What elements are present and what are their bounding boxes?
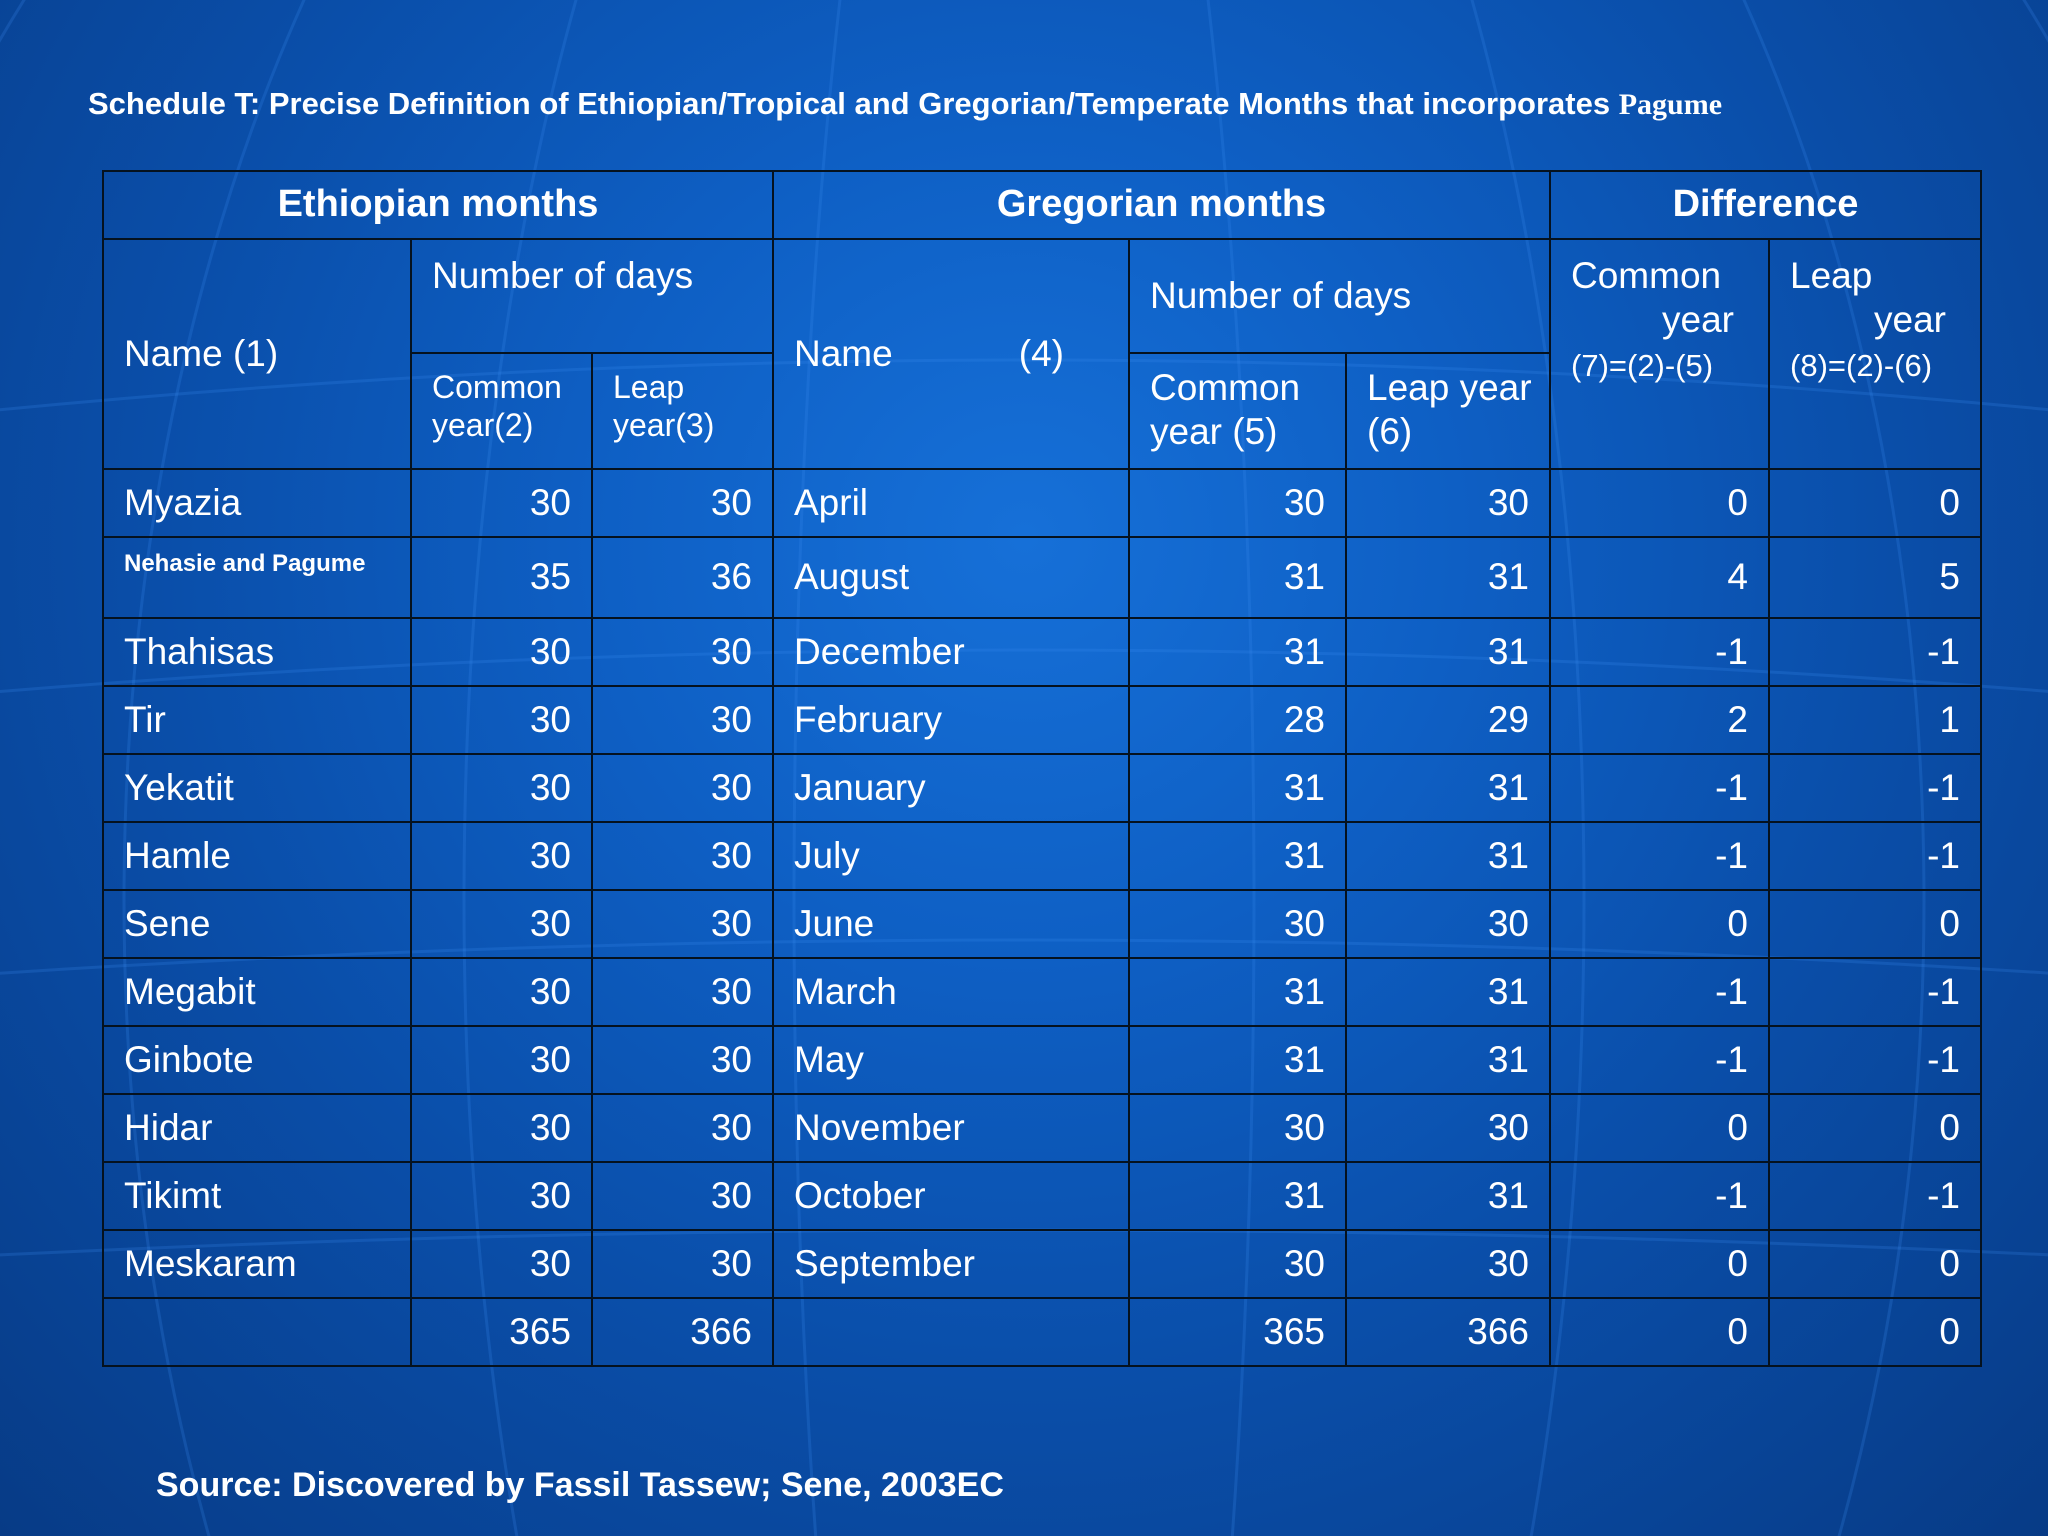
cell-diff-common: -1 [1551, 823, 1770, 891]
cell-gregorian-month: May [774, 1027, 1130, 1095]
cell-eth-common-days: 30 [412, 891, 593, 959]
cell-ethiopian-month: Thahisas [104, 619, 412, 687]
cell-eth-leap-days: 30 [593, 891, 774, 959]
cell-eth-common-days: 35 [412, 538, 593, 619]
cell-gregorian-month: October [774, 1163, 1130, 1231]
header-diff-leap-formula: (8)=(2)-(6) [1790, 347, 1933, 383]
cell-diff-leap: -1 [1770, 959, 1982, 1027]
cell-greg-common-days: 30 [1130, 1095, 1347, 1163]
cell-eth-common-days: 30 [412, 687, 593, 755]
cell-diff-leap: 0 [1770, 470, 1982, 538]
header-diff-leap-line1: Leap [1790, 255, 1873, 296]
cell-ethiopian-month: Myazia [104, 470, 412, 538]
cell-eth-leap-days: 30 [593, 1163, 774, 1231]
total-greg-common-days: 365 [1130, 1299, 1347, 1367]
cell-diff-common: 0 [1551, 1095, 1770, 1163]
cell-greg-leap-days: 31 [1347, 1027, 1551, 1095]
cell-greg-leap-days: 30 [1347, 1231, 1551, 1299]
header-diff-common-line1: Common [1571, 255, 1722, 296]
header-greg-days: Number of days [1130, 240, 1551, 354]
cell-eth-leap-days: 30 [593, 1027, 774, 1095]
total-greg-leap-days: 366 [1347, 1299, 1551, 1367]
cell-eth-common-days: 30 [412, 959, 593, 1027]
cell-eth-common-days: 30 [412, 755, 593, 823]
cell-greg-common-days: 31 [1130, 1163, 1347, 1231]
cell-eth-leap-days: 30 [593, 823, 774, 891]
cell-greg-leap-days: 31 [1347, 1163, 1551, 1231]
header-diff-common-formula: (7)=(2)-(5) [1571, 347, 1714, 383]
cell-diff-leap: 1 [1770, 687, 1982, 755]
title-text: Schedule T: Precise Definition of Ethiopian/Tropical and Gregorian/Temperate Months that incorporates [88, 86, 1611, 121]
cell-gregorian-month: November [774, 1095, 1130, 1163]
cell-greg-common-days: 31 [1130, 538, 1347, 619]
cell-diff-common: -1 [1551, 1027, 1770, 1095]
cell-greg-common-days: 30 [1130, 470, 1347, 538]
cell-greg-leap-days: 31 [1347, 538, 1551, 619]
cell-ethiopian-month: Meskaram [104, 1231, 412, 1299]
cell-gregorian-month: July [774, 823, 1130, 891]
cell-eth-leap-days: 30 [593, 619, 774, 687]
header-greg-name-text: Name [794, 332, 893, 374]
cell-greg-common-days: 30 [1130, 1231, 1347, 1299]
cell-eth-common-days: 30 [412, 1163, 593, 1231]
cell-diff-leap: 0 [1770, 1095, 1982, 1163]
header-diff-common [1551, 240, 1770, 470]
header-greg-name-num: (4) [1018, 332, 1064, 374]
cell-eth-common-days: 30 [412, 823, 593, 891]
header-diff-leap [1770, 240, 1982, 470]
cell-greg-common-days: 31 [1130, 823, 1347, 891]
header-difference: Difference [1551, 172, 1982, 240]
cell-ethiopian-month: Nehasie and Pagume [104, 538, 412, 619]
header-eth-days: Number of days [412, 240, 774, 354]
cell-greg-common-days: 30 [1130, 891, 1347, 959]
cell-diff-common: -1 [1551, 959, 1770, 1027]
cell-eth-common-days: 30 [412, 1095, 593, 1163]
header-ethiopian-months: Ethiopian months [104, 172, 774, 240]
cell-diff-leap: -1 [1770, 1163, 1982, 1231]
cell-gregorian-month: September [774, 1231, 1130, 1299]
cell-eth-common-days: 30 [412, 619, 593, 687]
cell-diff-leap: -1 [1770, 619, 1982, 687]
cell-eth-leap-days: 30 [593, 470, 774, 538]
header-greg-name [774, 240, 1130, 470]
cell-eth-common-days: 30 [412, 470, 593, 538]
cell-ethiopian-month: Hamle [104, 823, 412, 891]
cell-greg-leap-days: 31 [1347, 823, 1551, 891]
cell-diff-leap: 5 [1770, 538, 1982, 619]
cell-diff-common: -1 [1551, 1163, 1770, 1231]
cell-diff-leap: -1 [1770, 823, 1982, 891]
cell-gregorian-month: April [774, 470, 1130, 538]
cell-ethiopian-month: Ginbote [104, 1027, 412, 1095]
header-eth-name: Name (1) [104, 240, 412, 470]
cell-diff-leap: -1 [1770, 1027, 1982, 1095]
header-eth-leap: Leap year(3) [593, 354, 774, 470]
cell-eth-common-days: 30 [412, 1027, 593, 1095]
cell-gregorian-month: February [774, 687, 1130, 755]
header-diff-common-line2: year [1662, 299, 1734, 341]
header-greg-leap: Leap year (6) [1347, 354, 1551, 470]
cell-eth-leap-days: 30 [593, 687, 774, 755]
total-diff-leap: 0 [1770, 1299, 1982, 1367]
cell-greg-common-days: 31 [1130, 1027, 1347, 1095]
cell-greg-leap-days: 30 [1347, 1095, 1551, 1163]
source-note: Source: Discovered by Fassil Tassew; Sene, 2003EC [156, 1466, 1004, 1504]
cell-greg-leap-days: 30 [1347, 470, 1551, 538]
cell-diff-common: 0 [1551, 470, 1770, 538]
header-diff-leap-line2: year [1874, 299, 1946, 341]
cell-eth-common-days: 30 [412, 1231, 593, 1299]
cell-greg-leap-days: 30 [1347, 891, 1551, 959]
cell-ethiopian-month: Megabit [104, 959, 412, 1027]
cell-diff-common: -1 [1551, 619, 1770, 687]
cell-diff-leap: 0 [1770, 891, 1982, 959]
cell-gregorian-month: August [774, 538, 1130, 619]
months-table [102, 170, 1982, 1367]
total-eth-leap-days: 366 [593, 1299, 774, 1367]
cell-ethiopian-month: Tikimt [104, 1163, 412, 1231]
cell-diff-common: 0 [1551, 891, 1770, 959]
cell-eth-leap-days: 36 [593, 538, 774, 619]
cell-diff-common: 0 [1551, 1231, 1770, 1299]
title-emphasis: Pagume [1618, 88, 1723, 121]
header-greg-common: Common year (5) [1130, 354, 1347, 470]
cell-greg-leap-days: 31 [1347, 959, 1551, 1027]
cell-ethiopian-month: Hidar [104, 1095, 412, 1163]
cell-eth-leap-days: 30 [593, 1095, 774, 1163]
cell-greg-leap-days: 31 [1347, 755, 1551, 823]
cell-greg-common-days: 28 [1130, 687, 1347, 755]
cell-greg-leap-days: 31 [1347, 619, 1551, 687]
cell-greg-leap-days: 29 [1347, 687, 1551, 755]
total-diff-common: 0 [1551, 1299, 1770, 1367]
cell-ethiopian-month: Tir [104, 687, 412, 755]
cell-gregorian-month: January [774, 755, 1130, 823]
cell-greg-common-days: 31 [1130, 959, 1347, 1027]
cell-eth-leap-days: 30 [593, 1231, 774, 1299]
cell-ethiopian-month: Sene [104, 891, 412, 959]
total-eth-common-days: 365 [412, 1299, 593, 1367]
page-title [88, 86, 1722, 122]
cell-gregorian-month: March [774, 959, 1130, 1027]
cell-greg-common-days: 31 [1130, 619, 1347, 687]
cell-gregorian-month: June [774, 891, 1130, 959]
cell-eth-leap-days: 30 [593, 959, 774, 1027]
header-gregorian-months: Gregorian months [774, 172, 1551, 240]
header-eth-common: Common year(2) [412, 354, 593, 470]
cell-diff-common: 4 [1551, 538, 1770, 619]
total-gregorian-month [774, 1299, 1130, 1367]
cell-diff-common: -1 [1551, 755, 1770, 823]
cell-eth-leap-days: 30 [593, 755, 774, 823]
cell-diff-leap: -1 [1770, 755, 1982, 823]
cell-ethiopian-month: Yekatit [104, 755, 412, 823]
cell-diff-common: 2 [1551, 687, 1770, 755]
cell-greg-common-days: 31 [1130, 755, 1347, 823]
total-ethiopian-month [104, 1299, 412, 1367]
cell-gregorian-month: December [774, 619, 1130, 687]
cell-diff-leap: 0 [1770, 1231, 1982, 1299]
